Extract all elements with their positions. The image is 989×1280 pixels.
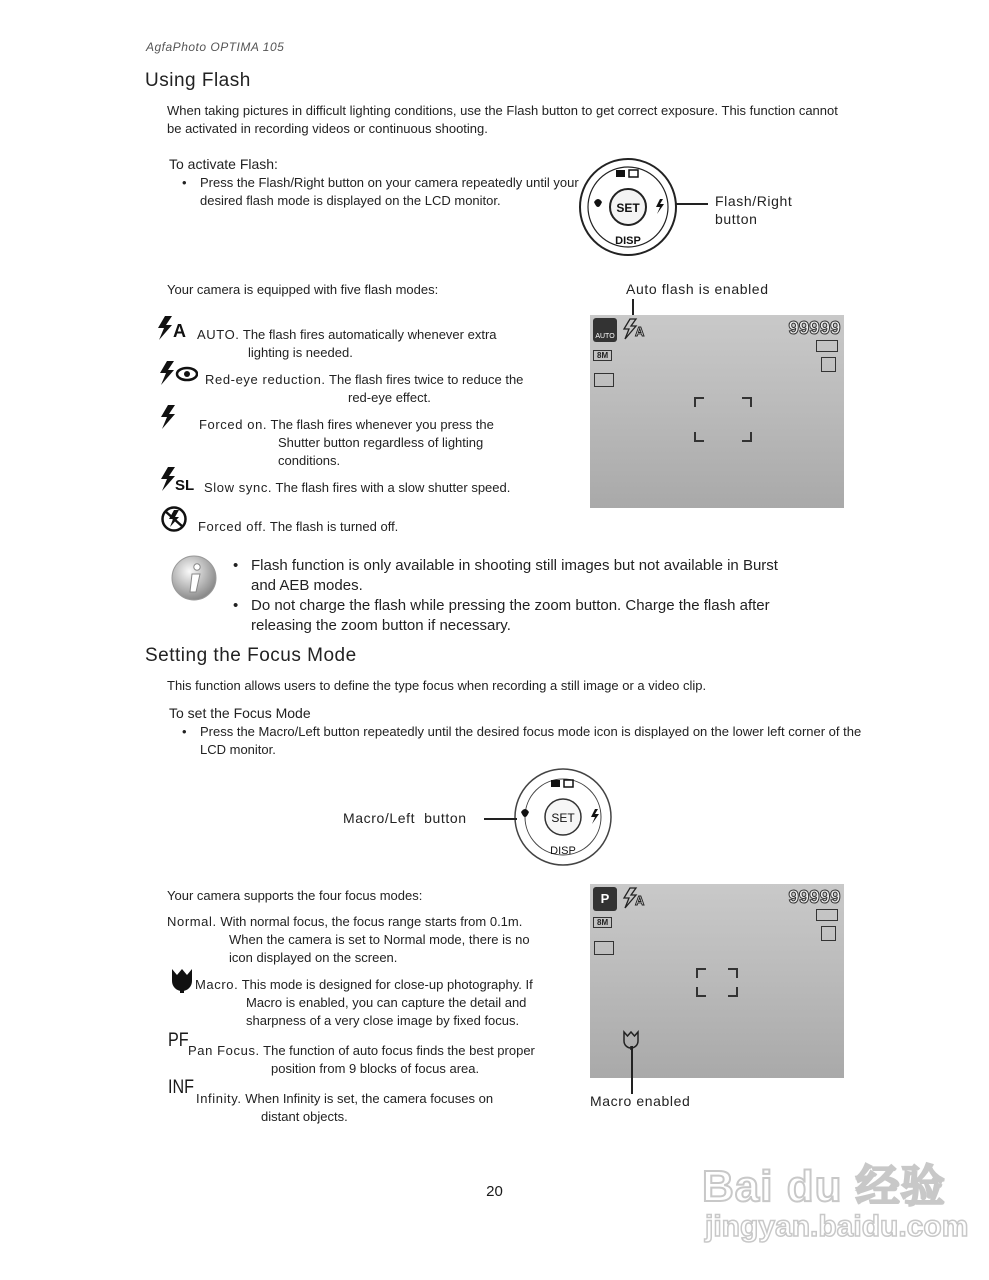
dial-disp-label: DISP (550, 845, 576, 857)
callout-line: Flash/Right (715, 193, 793, 209)
flash-auto-letter: A (173, 321, 186, 341)
note-line: Do not charge the flash while pressing the zoom button. Charge the flash after (251, 597, 770, 614)
mode-desc: The flash is turned off. (269, 519, 399, 534)
activate-flash-step: • Press the Flash/Right button on your camera repeatedly until your desired flash mode is displayed on the LCD monitor. (182, 174, 580, 210)
pan-focus-icon: PF (168, 1030, 189, 1051)
mode-desc: lighting is needed. (248, 345, 353, 360)
resolution-badge: 8M (593, 917, 612, 928)
mode-desc: This mode is designed for close-up photography. If (241, 977, 533, 992)
info-icon (170, 554, 218, 602)
watermark-logo: Bai du 经验 (702, 1162, 946, 1211)
flash-modes-intro: Your camera is equipped with five flash modes: (167, 282, 439, 297)
auto-flash-callout: Auto flash is enabled (626, 281, 769, 297)
mode-desc: The flash fires automatically whenever extra (242, 327, 497, 342)
flash-mode-forced-on (199, 416, 494, 470)
focus-bracket (728, 968, 738, 978)
focus-bracket (728, 987, 738, 997)
flash-intro: When taking pictures in difficult lighting conditions, use the Flash button to get correct exposure. This function cannot be activated in recording videos or continuous shooting. (167, 103, 838, 136)
shot-counter: 99999 (787, 318, 840, 340)
battery-icon (816, 340, 838, 352)
focus-mode-normal (167, 913, 530, 967)
running-head: AgfaPhoto OPTIMA 105 (146, 40, 285, 54)
camera-mode-badge: AUTO (593, 318, 617, 342)
red-eye-icon (158, 360, 198, 386)
flash-forced-icon (158, 404, 178, 430)
page-number: 20 (486, 1183, 503, 1200)
note-line: and AEB modes. (251, 577, 363, 594)
mode-name: Forced on. (199, 417, 268, 432)
focus-bracket (696, 968, 706, 978)
memory-icon (821, 926, 836, 941)
infinity-icon: INF (168, 1077, 195, 1098)
focus-bracket (742, 397, 752, 407)
mode-desc: Macro is enabled, you can capture the detail and (246, 995, 527, 1010)
macro-button-pointer (484, 818, 517, 820)
lcd-flash-auto-icon (622, 887, 648, 909)
dial-disp-label: DISP (615, 235, 641, 247)
flash-button-pointer (676, 203, 708, 205)
control-dial-flash (574, 156, 684, 258)
flash-note-1: • Flash function is only available in shooting still images but not available in Burst and AEB modes. (233, 557, 778, 594)
face-detect-icon (551, 780, 560, 787)
dial-set-label: SET (551, 811, 575, 825)
memory-icon (821, 357, 836, 372)
flash-note-2: • Do not charge the flash while pressing the zoom button. Charge the flash after releasing the zoom button if necessary. (233, 597, 770, 634)
mode-desc: position from 9 blocks of focus area. (271, 1061, 480, 1076)
focus-mode-infinity (196, 1090, 493, 1126)
quality-icon (594, 941, 614, 955)
mode-name: Infinity. (196, 1091, 242, 1106)
flash-button-callout (715, 192, 792, 228)
mode-name: AUTO. (197, 327, 240, 342)
focus-mode-pan (188, 1042, 535, 1078)
macro-button-callout: Macro/Left button (343, 810, 467, 826)
focus-bracket (696, 987, 706, 997)
control-dial-macro (511, 766, 617, 868)
mode-desc: distant objects. (261, 1109, 348, 1124)
note-line: releasing the zoom button if necessary. (251, 617, 511, 634)
mode-name: Forced off. (198, 519, 267, 534)
mode-desc: The flash fires with a slow shutter speed. (275, 480, 511, 495)
mode-desc: When Infinity is set, the camera focuses on (245, 1091, 494, 1106)
set-focus-heading: To set the Focus Mode (169, 705, 311, 721)
mode-name: Red-eye reduction. (205, 372, 326, 387)
mode-desc: The flash fires twice to reduce the (329, 372, 524, 387)
mode-name: Macro. (195, 977, 239, 992)
note-line: Flash function is only available in shooting still images but not available in Burst (251, 557, 778, 574)
flash-mode-auto (197, 326, 497, 362)
lcd-screen-flash (590, 315, 844, 508)
camera-mode-badge: P (593, 887, 617, 911)
flash-slow-sync-icon (158, 466, 198, 492)
callout-line: button (715, 211, 758, 227)
mode-desc: The flash fires whenever you press the (270, 417, 494, 432)
macro-enabled-pointer (631, 1046, 633, 1094)
mode-desc: sharpness of a very close image by fixed focus. (246, 1013, 520, 1028)
shot-counter: 99999 (787, 887, 840, 909)
mode-desc: The function of auto focus finds the best proper (263, 1043, 535, 1058)
flash-mode-slow-sync (204, 479, 510, 497)
face-detect-icon (616, 170, 625, 177)
flash-mode-forced-off (198, 518, 398, 536)
section-title-focus: Setting the Focus Mode (145, 645, 357, 666)
focus-bracket (694, 397, 704, 407)
mode-desc: conditions. (278, 453, 341, 468)
lcd-flash-letter: A (635, 324, 645, 339)
set-focus-step: • Press the Macro/Left button repeatedly until the desired focus mode icon is displayed on the lower left corner of the LCD monitor. (182, 723, 870, 759)
macro-icon (170, 967, 194, 993)
mode-name: Normal. (167, 914, 217, 929)
mode-desc: Shutter button regardless of lighting (278, 435, 484, 450)
flash-mode-red-eye (205, 371, 523, 407)
mode-desc: icon displayed on the screen. (229, 950, 398, 965)
flash-off-icon (160, 505, 188, 533)
lcd-flash-auto-icon (622, 318, 648, 340)
mode-desc: With normal focus, the focus range starts from 0.1m. (220, 914, 523, 929)
dial-set-label: SET (616, 201, 640, 215)
flash-sl-letters: SL (175, 477, 195, 492)
lcd-flash-letter: A (635, 893, 645, 908)
section-title-flash: Using Flash (145, 70, 251, 91)
mode-name: Pan Focus. (188, 1043, 260, 1058)
focus-bracket (742, 432, 752, 442)
resolution-badge: 8M (593, 350, 612, 361)
mode-name: Slow sync. (204, 480, 273, 495)
battery-icon (816, 909, 838, 921)
mode-desc: red-eye effect. (348, 390, 431, 405)
focus-modes-intro: Your camera supports the four focus modes: (167, 888, 423, 903)
focus-bracket (694, 432, 704, 442)
quality-icon (594, 373, 614, 387)
mode-desc: When the camera is set to Normal mode, there is no (229, 932, 530, 947)
activate-flash-heading: To activate Flash: (169, 156, 278, 172)
macro-enabled-callout: Macro enabled (590, 1093, 691, 1109)
watermark-url: jingyan.baidu.com (705, 1210, 969, 1243)
flash-auto-icon (155, 315, 191, 341)
focus-intro: This function allows users to define the type focus when recording a still image or a video clip. (167, 678, 707, 693)
lcd-screen-macro (590, 884, 844, 1078)
focus-mode-macro (195, 976, 533, 1030)
